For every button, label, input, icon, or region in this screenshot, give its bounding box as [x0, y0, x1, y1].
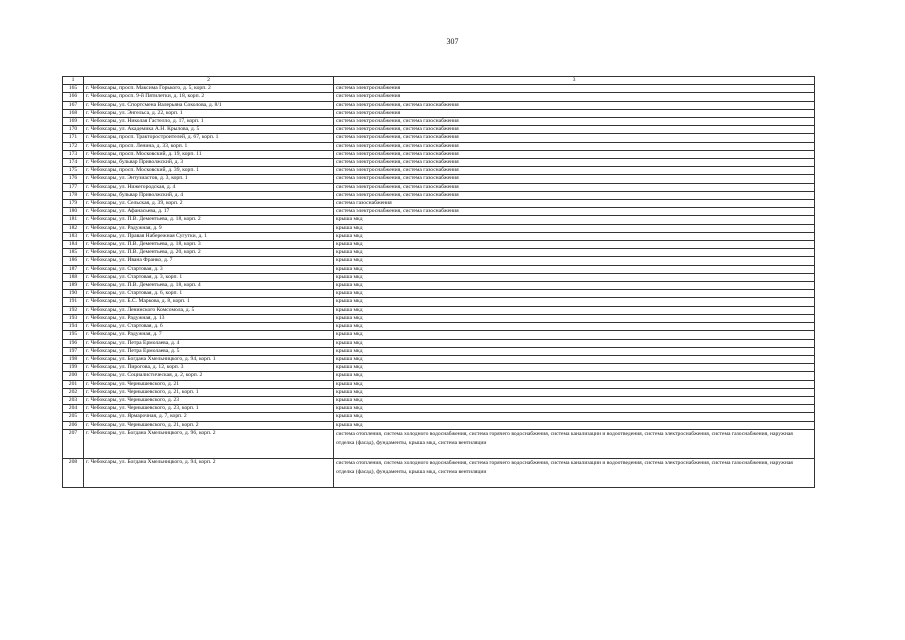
row-number: 191 — [63, 298, 84, 306]
row-systems: крыша мкд — [334, 298, 815, 306]
register-table — [62, 76, 815, 488]
row-address: г. Чебоксары, ул. Энгельса, д. 22, корп. 1 — [84, 109, 334, 117]
table-row — [63, 191, 815, 199]
table-row — [63, 134, 815, 142]
table-row — [63, 290, 815, 298]
table-row — [63, 372, 815, 380]
row-number: 173 — [63, 150, 84, 158]
row-systems: система электроснабжения — [334, 93, 815, 101]
row-number: 171 — [63, 134, 84, 142]
row-number: 169 — [63, 118, 84, 126]
row-systems: крыша мкд — [334, 306, 815, 314]
row-address: г. Чебоксары, ул. Ивана Франко, д. 7 — [84, 257, 334, 265]
row-number: 174 — [63, 159, 84, 167]
row-systems: система электроснабжения, система газоснабжения — [334, 142, 815, 150]
row-number: 170 — [63, 126, 84, 134]
row-address: г. Чебоксары, ул. Стартовая, д. 6, корп. 1 — [84, 290, 334, 298]
row-systems: крыша мкд — [334, 273, 815, 281]
row-number: 194 — [63, 323, 84, 331]
row-number: 203 — [63, 396, 84, 404]
table-row — [63, 257, 815, 265]
table-row — [63, 306, 815, 314]
row-number: 188 — [63, 273, 84, 281]
row-number: 182 — [63, 224, 84, 232]
row-systems: система газоснабжения — [334, 200, 815, 208]
table-row — [63, 339, 815, 347]
table-row — [63, 249, 815, 257]
table-row — [63, 405, 815, 413]
row-address: г. Чебоксары, ул. Петра Ермолаева, д. 4 — [84, 339, 334, 347]
table-row — [63, 429, 815, 458]
row-systems: крыша мкд — [334, 314, 815, 322]
row-systems: система отопления, система холодного водоснабжения, система горячего водоснабжения, система канализации и водоотведения, система электроснабжения, система газоснабжения, наружная отделка (фасад), фундаменты, крыша мкд, система вентиляции — [334, 458, 815, 487]
row-address: г. Чебоксары, ул. П.В. Дементьева, д. 18, корп. 4 — [84, 282, 334, 290]
row-systems: крыша мкд — [334, 413, 815, 421]
table-row — [63, 159, 815, 167]
page-number: 307 — [446, 37, 459, 46]
table-row — [63, 150, 815, 158]
row-address: г. Чебоксары, ул. Чернышевского, д. 21 — [84, 380, 334, 388]
table-row — [63, 298, 815, 306]
table-row — [63, 216, 815, 224]
row-systems: система электроснабжения, система газоснабжения — [334, 167, 815, 175]
row-number: 183 — [63, 232, 84, 240]
table-row — [63, 388, 815, 396]
table-row — [63, 265, 815, 273]
row-systems: крыша мкд — [334, 421, 815, 429]
row-systems: крыша мкд — [334, 224, 815, 232]
table-row — [63, 183, 815, 191]
row-address: г. Чебоксары, ул. Спортсмена Валерьяна Соколова, д. 8/1 — [84, 101, 334, 109]
row-number: 207 — [63, 429, 84, 458]
table-row — [63, 413, 815, 421]
row-number: 166 — [63, 93, 84, 101]
row-systems: система электроснабжения, система газоснабжения — [334, 101, 815, 109]
row-number: 192 — [63, 306, 84, 314]
table-row — [63, 126, 815, 134]
table-header-row — [63, 77, 815, 85]
row-address: г. Чебоксары, просп. 9-й Пятилетки, д. 18, корп. 2 — [84, 93, 334, 101]
row-number: 167 — [63, 101, 84, 109]
row-number: 196 — [63, 339, 84, 347]
row-address: г. Чебоксары, ул. Богдана Хмельницкого, д. 96, корп. 2 — [84, 429, 334, 458]
row-systems: крыша мкд — [334, 290, 815, 298]
table-row — [63, 241, 815, 249]
table-row — [63, 331, 815, 339]
table-row — [63, 142, 815, 150]
row-address: г. Чебоксары, ул. Николая Гастелло, д. 17, корп. 1 — [84, 118, 334, 126]
row-number: 168 — [63, 109, 84, 117]
table-row — [63, 109, 815, 117]
row-address: г. Чебоксары, ул. Б.С. Маркова, д. 8, корп. 1 — [84, 298, 334, 306]
row-number: 204 — [63, 405, 84, 413]
row-number: 200 — [63, 372, 84, 380]
row-address: г. Чебоксары, ул. Богдана Хмельницкого, д. 94, корп. 2 — [84, 458, 334, 487]
row-systems: крыша мкд — [334, 339, 815, 347]
table-row — [63, 323, 815, 331]
row-systems: крыша мкд — [334, 380, 815, 388]
row-systems: крыша мкд — [334, 282, 815, 290]
row-number: 185 — [63, 249, 84, 257]
table-row — [63, 118, 815, 126]
table-row — [63, 282, 815, 290]
table-row — [63, 273, 815, 281]
row-systems: система электроснабжения, система газоснабжения — [334, 191, 815, 199]
row-address: г. Чебоксары, ул. Богдана Хмельницкого, д. 94, корп. 1 — [84, 355, 334, 363]
row-number: 205 — [63, 413, 84, 421]
row-address: г. Чебоксары, ул. Энтузиастов, д. 3, корп. 1 — [84, 175, 334, 183]
row-address: г. Чебоксары, ул. Нижегородская, д. 4 — [84, 183, 334, 191]
row-number: 201 — [63, 380, 84, 388]
row-systems: крыша мкд — [334, 216, 815, 224]
row-systems: крыша мкд — [334, 347, 815, 355]
row-systems: крыша мкд — [334, 323, 815, 331]
row-systems: крыша мкд — [334, 241, 815, 249]
row-number: 198 — [63, 355, 84, 363]
row-address: г. Чебоксары, ул. П.В. Дементьева, д. 18, корп. 3 — [84, 241, 334, 249]
row-systems: крыша мкд — [334, 396, 815, 404]
table-row — [63, 101, 815, 109]
row-address: г. Чебоксары, ул. Радужная, д. 13 — [84, 314, 334, 322]
row-address: г. Чебоксары, ул. Ярмарочная, д. 7, корп. 2 — [84, 413, 334, 421]
row-systems: система электроснабжения — [334, 85, 815, 93]
row-address: г. Чебоксары, ул. Афанасьева, д. 17 — [84, 208, 334, 216]
row-systems: система электроснабжения, система газоснабжения — [334, 159, 815, 167]
row-number: 208 — [63, 458, 84, 487]
table-row — [63, 380, 815, 388]
row-systems: крыша мкд — [334, 364, 815, 372]
row-number: 180 — [63, 208, 84, 216]
row-number: 175 — [63, 167, 84, 175]
row-address: г. Чебоксары, ул. Радужная, д. 9 — [84, 224, 334, 232]
table-row — [63, 421, 815, 429]
row-number: 186 — [63, 257, 84, 265]
table-row — [63, 347, 815, 355]
column-header-2: 2 — [84, 77, 334, 85]
row-systems: система электроснабжения, система газоснабжения — [334, 134, 815, 142]
row-systems: крыша мкд — [334, 388, 815, 396]
row-address: г. Чебоксары, ул. Академика А.Н. Крылова, д. 5 — [84, 126, 334, 134]
table-row — [63, 314, 815, 322]
row-address: г. Чебоксары, ул. Чернышевского, д. 23 — [84, 396, 334, 404]
table-row — [63, 458, 815, 487]
table-row — [63, 93, 815, 101]
row-systems: крыша мкд — [334, 331, 815, 339]
row-address: г. Чебоксары, ул. Стартовая, д. 3, корп. 1 — [84, 273, 334, 281]
table-row — [63, 396, 815, 404]
row-systems: крыша мкд — [334, 265, 815, 273]
row-address: г. Чебоксары, ул. Чернышевского, д. 21, корп. 1 — [84, 388, 334, 396]
row-number: 190 — [63, 290, 84, 298]
table-row — [63, 355, 815, 363]
row-address: г. Чебоксары, ул. П.В. Дементьева, д. 18, корп. 2 — [84, 216, 334, 224]
row-address: г. Чебоксары, просп. Ленина, д. 33, корп. 1 — [84, 142, 334, 150]
row-address: г. Чебоксары, просп. Московский, д. 39, корп. 1 — [84, 167, 334, 175]
row-address: г. Чебоксары, ул. Сельская, д. 39, корп. 2 — [84, 200, 334, 208]
row-address: г. Чебоксары, просп. Максима Горького, д. 5, корп. 2 — [84, 85, 334, 93]
row-number: 165 — [63, 85, 84, 93]
row-address: г. Чебоксары, ул. Чернышевского, д. 21, корп. 2 — [84, 421, 334, 429]
row-address: г. Чебоксары, бульвар Приволжский, д. 3 — [84, 159, 334, 167]
row-systems: система электроснабжения, система газоснабжения — [334, 126, 815, 134]
row-address: г. Чебоксары, ул. Пирогова, д. 12, корп. 3 — [84, 364, 334, 372]
row-number: 176 — [63, 175, 84, 183]
row-systems: система отопления, система холодного водоснабжения, система горячего водоснабжения, система канализации и водоотведения, система электроснабжения, система газоснабжения, наружная отделка (фасад), фундаменты, крыша мкд, система вентиляции — [334, 429, 815, 458]
row-number: 179 — [63, 200, 84, 208]
row-number: 187 — [63, 265, 84, 273]
table-row — [63, 232, 815, 240]
row-address: г. Чебоксары, ул. Стартовая, д. 3 — [84, 265, 334, 273]
row-number: 184 — [63, 241, 84, 249]
row-number: 206 — [63, 421, 84, 429]
row-systems: крыша мкд — [334, 249, 815, 257]
table-row — [63, 85, 815, 93]
column-header-3: 3 — [334, 77, 815, 85]
row-address: г. Чебоксары, ул. Правая Набережная Сугутки, д. 1 — [84, 232, 334, 240]
row-address: г. Чебоксары, ул. Ленинского Комсомола, д. 5 — [84, 306, 334, 314]
table-row — [63, 200, 815, 208]
row-address: г. Чебоксары, просп. Московский, д. 19, корп. 11 — [84, 150, 334, 158]
table-row — [63, 364, 815, 372]
row-systems: система электроснабжения, система газоснабжения — [334, 175, 815, 183]
table-row — [63, 224, 815, 232]
table-row — [63, 167, 815, 175]
row-systems: крыша мкд — [334, 257, 815, 265]
row-systems: крыша мкд — [334, 355, 815, 363]
row-number: 202 — [63, 388, 84, 396]
table-row — [63, 175, 815, 183]
row-address: г. Чебоксары, просп. Тракторостроителей, д. 67, корп. 1 — [84, 134, 334, 142]
row-number: 197 — [63, 347, 84, 355]
row-number: 172 — [63, 142, 84, 150]
column-header-1: 1 — [63, 77, 84, 85]
row-number: 181 — [63, 216, 84, 224]
row-systems: система электроснабжения, система газоснабжения — [334, 118, 815, 126]
row-address: г. Чебоксары, ул. П.В. Дементьева, д. 20, корп. 2 — [84, 249, 334, 257]
row-address: г. Чебоксары, ул. Социалистическая, д. 2, корп. 2 — [84, 372, 334, 380]
row-address: г. Чебоксары, ул. Петра Ермолаева, д. 5 — [84, 347, 334, 355]
row-number: 193 — [63, 314, 84, 322]
row-systems: крыша мкд — [334, 405, 815, 413]
row-address: г. Чебоксары, бульвар Приволжский, д. 4 — [84, 191, 334, 199]
row-systems: система электроснабжения — [334, 109, 815, 117]
row-address: г. Чебоксары, ул. Радужная, д. 7 — [84, 331, 334, 339]
row-number: 189 — [63, 282, 84, 290]
row-systems: система электроснабжения, система газоснабжения — [334, 208, 815, 216]
row-number: 178 — [63, 191, 84, 199]
row-systems: система электроснабжения, система газоснабжения — [334, 183, 815, 191]
table-row — [63, 208, 815, 216]
row-number: 177 — [63, 183, 84, 191]
row-address: г. Чебоксары, ул. Стартовая, д. 6 — [84, 323, 334, 331]
row-systems: крыша мкд — [334, 232, 815, 240]
row-number: 195 — [63, 331, 84, 339]
row-address: г. Чебоксары, ул. Чернышевского, д. 23, корп. 1 — [84, 405, 334, 413]
row-systems: система электроснабжения, система газоснабжения — [334, 150, 815, 158]
row-number: 199 — [63, 364, 84, 372]
row-systems: крыша мкд — [334, 372, 815, 380]
